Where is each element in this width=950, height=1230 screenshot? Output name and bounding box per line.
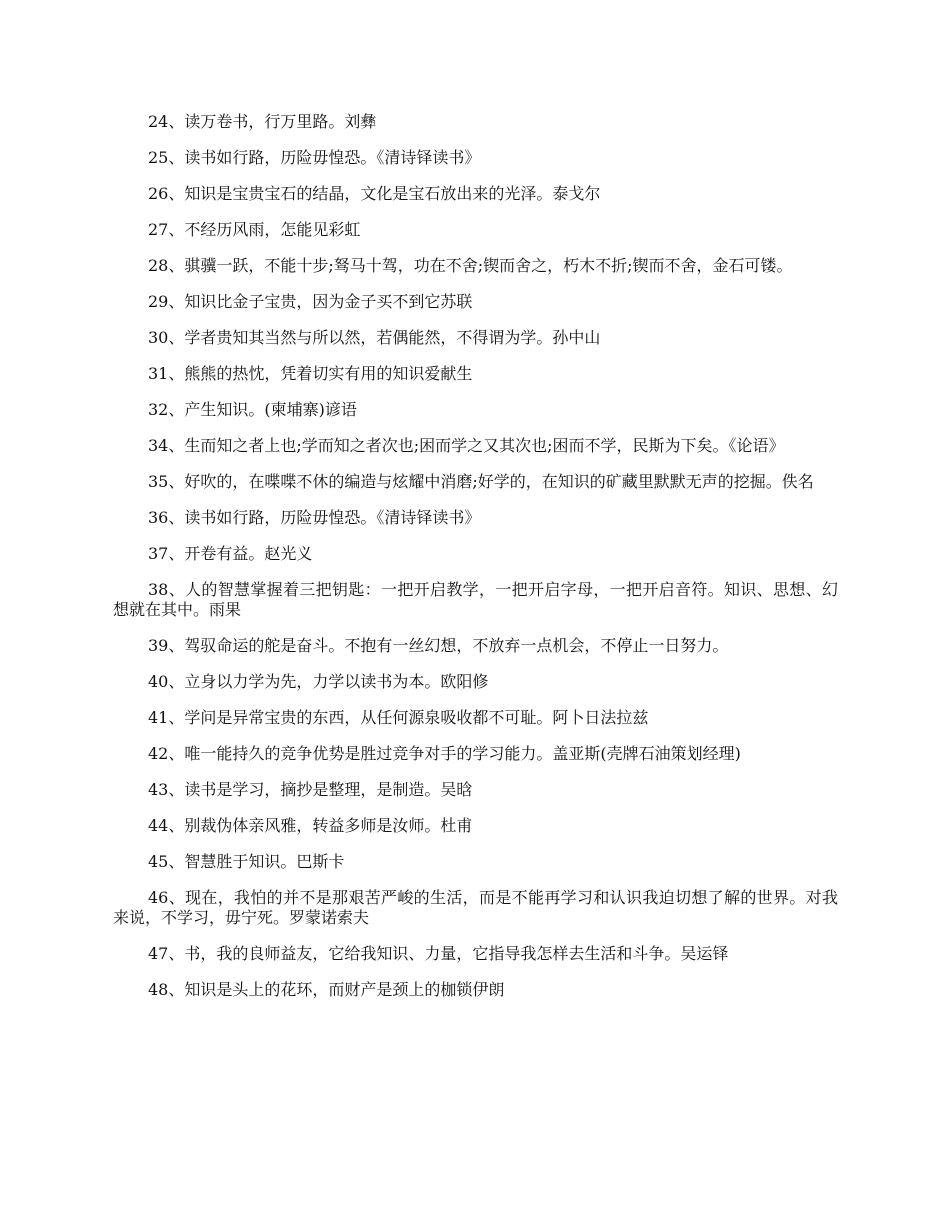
- quote-paragraph-37: 37、开卷有益。赵光义: [148, 544, 313, 563]
- quote-paragraph-29: 29、知识比金子宝贵，因为金子买不到它苏联: [148, 292, 473, 311]
- quote-paragraph-42: 42、唯一能持久的竞争优势是胜过竞争对手的学习能力。盖亚斯(壳牌石油策划经理): [148, 744, 741, 763]
- quote-paragraph-31: 31、熊熊的热忱，凭着切实有用的知识爱献生: [148, 364, 473, 383]
- quote-paragraph-26: 26、知识是宝贵宝石的结晶，文化是宝石放出来的光泽。泰戈尔: [148, 184, 601, 203]
- quote-paragraph-48: 48、知识是头上的花环，而财产是颈上的枷锁伊朗: [148, 980, 505, 999]
- quote-paragraph-47: 47、书，我的良师益友，它给我知识、力量，它指导我怎样去生活和斗争。吴运铎: [148, 944, 729, 963]
- quote-paragraph-36: 36、读书如行路，历险毋惶恐。《清诗铎读书》: [148, 508, 481, 527]
- quote-paragraph-44: 44、别裁伪体亲风雅，转益多师是汝师。杜甫: [148, 816, 473, 835]
- quote-paragraph-45: 45、智慧胜于知识。巴斯卡: [148, 852, 345, 871]
- quote-paragraph-46: 46、现在，我怕的并不是那艰苦严峻的生活，而是不能再学习和认识我迫切想了解的世界。对我来说，不学习，毋宁死。罗蒙诺索夫: [113, 888, 838, 927]
- quote-paragraph-34: 34、生而知之者上也;学而知之者次也;困而学之又其次也;困而不学，民斯为下矣。《论语》: [148, 436, 785, 455]
- quote-paragraph-40: 40、立身以力学为先，力学以读书为本。欧阳修: [148, 672, 489, 691]
- quote-paragraph-27: 27、不经历风雨，怎能见彩虹: [148, 220, 361, 239]
- quote-paragraph-24: 24、读万卷书，行万里路。刘彝: [148, 112, 377, 131]
- quote-paragraph-41: 41、学问是异常宝贵的东西，从任何源泉吸收都不可耻。阿卜日法拉兹: [148, 708, 649, 727]
- quote-paragraph-35: 35、好吹的，在喋喋不休的编造与炫耀中消磨;好学的，在知识的矿藏里默默无声的挖掘。佚名: [148, 472, 814, 491]
- quote-paragraph-43: 43、读书是学习，摘抄是整理，是制造。吴晗: [148, 780, 473, 799]
- quote-paragraph-30: 30、学者贵知其当然与所以然，若偶能然，不得谓为学。孙中山: [148, 328, 601, 347]
- quote-paragraph-25: 25、读书如行路，历险毋惶恐。《清诗铎读书》: [148, 148, 481, 167]
- quote-paragraph-32: 32、产生知识。(柬埔寨)谚语: [148, 400, 357, 419]
- quote-paragraph-39: 39、驾驭命运的舵是奋斗。不抱有一丝幻想，不放弃一点机会，不停止一日努力。: [148, 636, 729, 655]
- document-body: [113, 112, 838, 1016]
- quote-paragraph-28: 28、骐骥一跃，不能十步;驽马十驾，功在不舍;锲而舍之，朽木不折;锲而不舍，金石可镂。: [148, 256, 793, 275]
- quote-paragraph-38: 38、人的智慧掌握着三把钥匙：一把开启教学，一把开启字母，一把开启音符。知识、思想、幻想就在其中。雨果: [113, 580, 838, 619]
